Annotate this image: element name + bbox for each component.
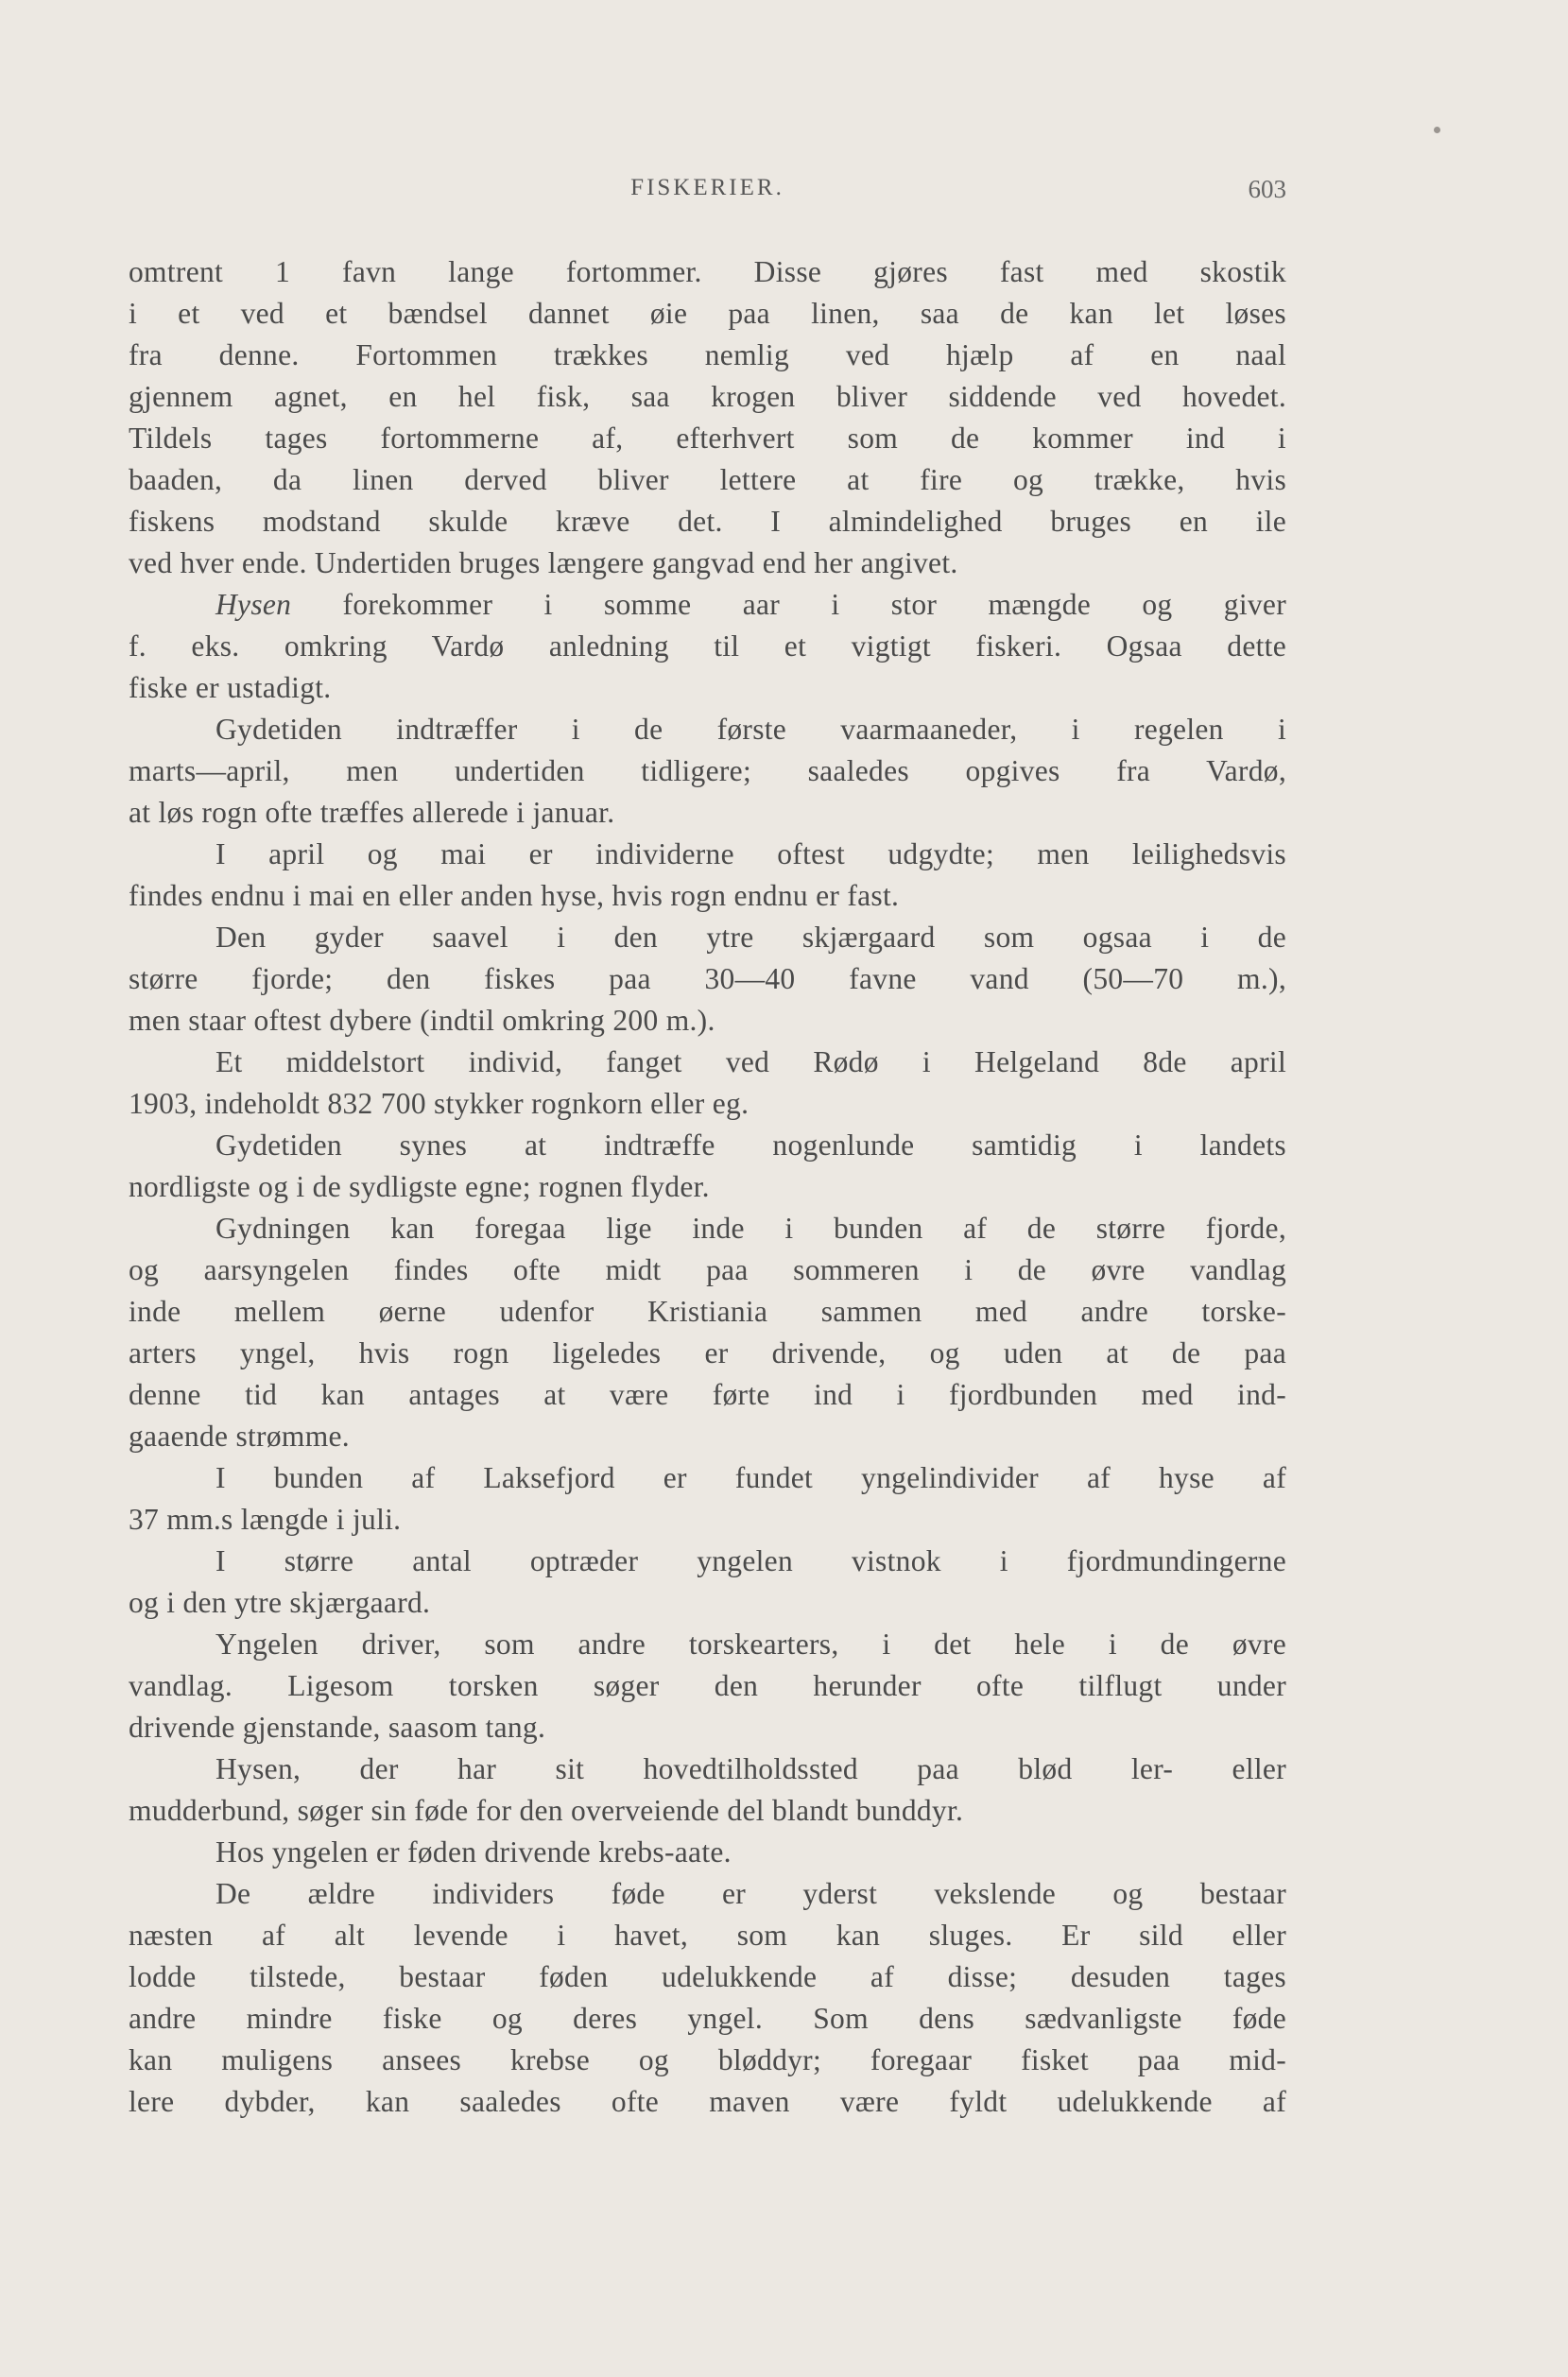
text-line: fra denne. Fortommen trækkes nemlig ved hjælp af en naal	[129, 338, 1286, 371]
text-line: og i den ytre skjærgaard.	[129, 1586, 431, 1619]
line-text: forekommer i somme aar i stor mængde og giver	[291, 588, 1286, 621]
italic-term: Hysen	[215, 588, 292, 621]
text-line: I større antal optræder yngelen vistnok i fjordmundingerne	[215, 1544, 1286, 1577]
text-line: andre mindre fiske og deres yngel. Som dens sædvanligste føde	[129, 2002, 1286, 2035]
body-text	[129, 251, 1286, 2123]
print-speck	[1434, 127, 1440, 133]
text-line: større fjorde; den fiskes paa 30—40 favne vand (50—70 m.),	[129, 962, 1286, 995]
text-line: i et ved et bændsel dannet øie paa linen, saa de kan let løses	[129, 297, 1286, 330]
text-line: lodde tilstede, bestaar føden udelukkende af disse; desuden tages	[129, 1960, 1286, 1993]
text-line: lere dybder, kan saaledes ofte maven være fyldt udelukkende af	[129, 2085, 1286, 2118]
text-line: Yngelen driver, som andre torskearters, i det hele i de øvre	[215, 1628, 1286, 1661]
text-line: og aarsyngelen findes ofte midt paa sommeren i de øvre vandlag	[129, 1253, 1286, 1286]
text-line: De ældre individers føde er yderst vekslende og bestaar	[215, 1877, 1286, 1910]
text-line: f. eks. omkring Vardø anledning til et vigtigt fiskeri. Ogsaa dette	[129, 629, 1286, 663]
text-line: findes endnu i mai en eller anden hyse, hvis rogn endnu er fast.	[129, 879, 900, 912]
text-line: fiskens modstand skulde kræve det. I almindelighed bruges en ile	[129, 505, 1286, 538]
running-title: FISKERIER.	[630, 175, 784, 200]
text-line: Gydningen kan foregaa lige inde i bunden af de større fjorde,	[215, 1212, 1286, 1245]
text-line: Tildels tages fortommerne af, efterhvert som de kommer ind i	[129, 422, 1286, 455]
text-line: I april og mai er individerne oftest udgydte; men leilighedsvis	[215, 837, 1286, 870]
text-line: Et middelstort individ, fanget ved Rødø i Helgeland 8de april	[215, 1045, 1286, 1078]
text-line: ved hver ende. Undertiden bruges længere gangvad end her angivet.	[129, 546, 958, 579]
text-line: arters yngel, hvis rogn ligeledes er drivende, og uden at de paa	[129, 1336, 1286, 1369]
text-line: Gydetiden synes at indtræffe nogenlunde samtidig i landets	[215, 1128, 1286, 1162]
text-line: marts—april, men undertiden tidligere; saaledes opgives fra Vardø,	[129, 754, 1286, 787]
text-line: drivende gjenstande, saasom tang.	[129, 1711, 546, 1744]
text-line: Hos yngelen er føden drivende krebs-aate.	[215, 1835, 732, 1869]
text-line: kan muligens ansees krebse og bløddyr; foregaar fisket paa mid-	[129, 2043, 1286, 2076]
text-line: 1903, indeholdt 832 700 stykker rognkorn eller eg.	[129, 1087, 750, 1120]
text-line: omtrent 1 favn lange fortommer. Disse gjøres fast med skostik	[129, 255, 1286, 288]
text-line: inde mellem øerne udenfor Kristiania sammen med andre torske-	[129, 1295, 1286, 1328]
text-line: I bunden af Laksefjord er fundet yngelindivider af hyse af	[215, 1461, 1286, 1494]
text-line: men staar oftest dybere (indtil omkring 200 m.).	[129, 1004, 715, 1037]
text-line	[129, 584, 1286, 626]
text-line: gaaende strømme.	[129, 1420, 350, 1453]
text-line: fiske er ustadigt.	[129, 671, 332, 704]
text-line: næsten af alt levende i havet, som kan sluges. Er sild eller	[129, 1919, 1286, 1952]
text-line: Hysen, der har sit hovedtilholdssted paa blød ler- eller	[215, 1752, 1286, 1785]
text-line: mudderbund, søger sin føde for den overveiende del blandt bunddyr.	[129, 1794, 964, 1827]
page-number: 603	[1248, 175, 1286, 203]
text-line: 37 mm.s længde i juli.	[129, 1503, 402, 1536]
text-line: Den gyder saavel i den ytre skjærgaard som ogsaa i de	[215, 921, 1286, 954]
text-line: denne tid kan antages at være førte ind i fjordbunden med ind-	[129, 1378, 1286, 1411]
text-line: gjennem agnet, en hel fisk, saa krogen bliver siddende ved hovedet.	[129, 380, 1286, 413]
text-line: at løs rogn ofte træffes allerede i januar.	[129, 796, 615, 829]
text-line: vandlag. Ligesom torsken søger den herunder ofte tilflugt under	[129, 1669, 1286, 1702]
text-line: Gydetiden indtræffer i de første vaarmaaneder, i regelen i	[215, 713, 1286, 746]
page-header	[129, 175, 1286, 213]
text-line: nordligste og i de sydligste egne; rognen flyder.	[129, 1170, 710, 1203]
text-line: baaden, da linen derved bliver lettere at fire og trække, hvis	[129, 463, 1286, 496]
